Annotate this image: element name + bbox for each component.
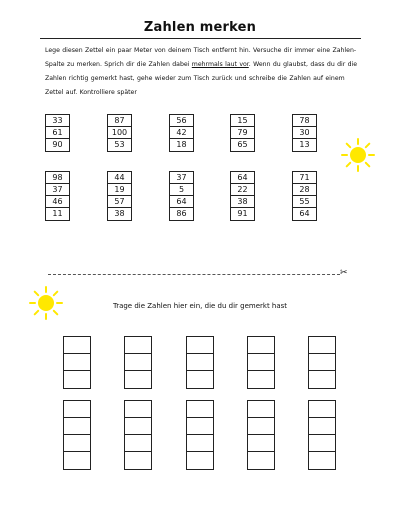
instructions-emphasis: mehrmals laut vor: [191, 61, 249, 68]
answer-box[interactable]: [124, 400, 152, 470]
answer-box[interactable]: [186, 400, 214, 470]
number-cell: 37: [170, 172, 193, 184]
answer-box[interactable]: [124, 336, 152, 389]
answer-box[interactable]: [63, 336, 91, 389]
answer-cell[interactable]: [248, 354, 274, 371]
answer-cell[interactable]: [187, 371, 213, 388]
answer-cell[interactable]: [309, 401, 335, 418]
number-cell: 55: [293, 196, 316, 208]
number-cell: 56: [170, 115, 193, 127]
answer-cell[interactable]: [187, 401, 213, 418]
answer-box[interactable]: [247, 336, 275, 389]
answer-cell[interactable]: [125, 354, 151, 371]
number-column: [45, 114, 70, 152]
number-cell: 46: [46, 196, 69, 208]
answer-box[interactable]: [63, 400, 91, 470]
number-column: [230, 171, 255, 221]
answer-cell[interactable]: [64, 354, 90, 371]
instructions-part1: Lege diesen Zettel ein paar Meter von deinem Tisch entfernt hin. Versuche dir immer eine Zahlen-Spalte zu merken. Sprich dir die Zahlen dabei: [45, 47, 357, 68]
number-column: [292, 171, 317, 221]
number-column: [169, 114, 194, 152]
page-title: Zahlen merken: [143, 20, 257, 35]
answer-cell[interactable]: [64, 418, 90, 435]
answer-cell[interactable]: [248, 401, 274, 418]
answer-cell[interactable]: [187, 435, 213, 452]
answer-box[interactable]: [308, 400, 336, 470]
answer-cell[interactable]: [64, 371, 90, 388]
answer-cell[interactable]: [125, 337, 151, 354]
number-cell: 90: [52, 140, 63, 149]
number-cell: 44: [108, 172, 131, 184]
answer-cell[interactable]: [125, 435, 151, 452]
answer-cell[interactable]: [187, 418, 213, 435]
answer-cell[interactable]: [248, 418, 274, 435]
sun-icon: [340, 137, 376, 173]
answer-cell[interactable]: [187, 452, 213, 469]
answer-cell[interactable]: [248, 435, 274, 452]
answer-cell[interactable]: [309, 337, 335, 354]
answer-cell[interactable]: [309, 452, 335, 469]
number-cell: 64: [299, 209, 310, 218]
answer-box[interactable]: [247, 400, 275, 470]
number-cell: 64: [170, 196, 193, 208]
answer-cell[interactable]: [125, 452, 151, 469]
answer-cell[interactable]: [309, 354, 335, 371]
number-column: [169, 171, 194, 221]
number-cell: 61: [46, 127, 69, 139]
answer-cell[interactable]: [309, 435, 335, 452]
number-cell: 53: [114, 140, 125, 149]
number-column: [45, 171, 70, 221]
number-cell: 79: [231, 127, 254, 139]
number-cell: 5: [170, 184, 193, 196]
cut-line: [48, 274, 340, 275]
number-column: [230, 114, 255, 152]
answer-cell[interactable]: [125, 371, 151, 388]
answer-cell[interactable]: [248, 371, 274, 388]
number-cell: 98: [46, 172, 69, 184]
number-cell: 11: [52, 209, 63, 218]
number-column: [107, 171, 132, 221]
answer-cell[interactable]: [64, 452, 90, 469]
number-cell: 42: [170, 127, 193, 139]
answer-cell[interactable]: [309, 418, 335, 435]
answer-cell[interactable]: [187, 354, 213, 371]
answer-prompt: Trage die Zahlen hier ein, die du dir gemerkt hast: [112, 302, 288, 310]
number-cell: 37: [46, 184, 69, 196]
number-cell: 19: [108, 184, 131, 196]
instructions-part2: . Wenn du glaubst, dass du dir die Zahlen richtig gemerkt hast, gehe wieder zum Tisch zurück und schreibe die Zahlen auf einem Zettel auf. Kontrolliere später: [45, 61, 358, 96]
number-cell: 64: [231, 172, 254, 184]
number-cell: 57: [108, 196, 131, 208]
number-cell: 28: [293, 184, 316, 196]
number-cell: 33: [46, 115, 69, 127]
number-cell: 38: [231, 196, 254, 208]
answer-cell[interactable]: [64, 337, 90, 354]
number-cell: 22: [231, 184, 254, 196]
answer-cell[interactable]: [187, 337, 213, 354]
scissors-icon: ✂: [340, 268, 348, 278]
answer-cell[interactable]: [248, 452, 274, 469]
number-cell: 30: [293, 127, 316, 139]
answer-cell[interactable]: [309, 371, 335, 388]
answer-cell[interactable]: [64, 435, 90, 452]
number-column: [292, 114, 317, 152]
number-cell: 71: [293, 172, 316, 184]
number-cell: 15: [231, 115, 254, 127]
answer-cell[interactable]: [125, 418, 151, 435]
number-cell: 65: [237, 140, 248, 149]
answer-cell[interactable]: [64, 401, 90, 418]
answer-cell[interactable]: [125, 401, 151, 418]
number-cell: 38: [114, 209, 125, 218]
number-cell: 18: [176, 140, 187, 149]
answer-cell[interactable]: [248, 337, 274, 354]
number-cell: 86: [176, 209, 187, 218]
title-underline: [40, 38, 361, 39]
instructions-text: [45, 44, 365, 100]
answer-box[interactable]: [186, 336, 214, 389]
number-column: [107, 114, 132, 152]
number-cell: 91: [237, 209, 248, 218]
number-cell: 78: [293, 115, 316, 127]
number-cell: 100: [108, 127, 131, 139]
answer-box[interactable]: [308, 336, 336, 389]
number-cell: 87: [108, 115, 131, 127]
number-cell: 13: [299, 140, 310, 149]
